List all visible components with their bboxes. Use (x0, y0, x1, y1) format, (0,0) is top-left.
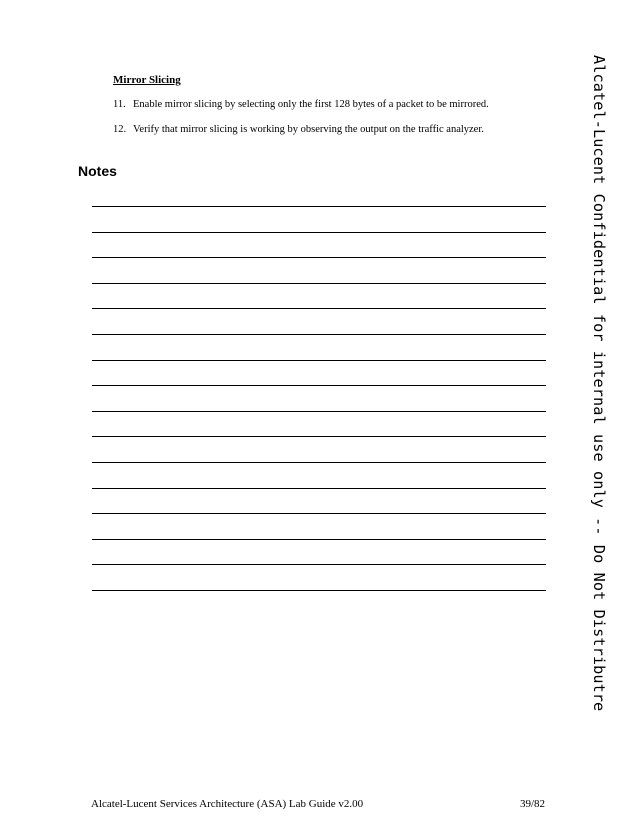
note-line (92, 411, 546, 412)
step-text: Enable mirror slicing by selecting only the first 128 bytes of a packet to be mirrored. (133, 99, 489, 110)
notes-lines (92, 206, 546, 616)
footer-title: Alcatel-Lucent Services Architecture (ASA) Lab Guide v2.00 (91, 798, 364, 810)
note-line (92, 308, 546, 309)
note-line (92, 232, 546, 233)
note-line (92, 257, 546, 258)
note-line (92, 488, 546, 489)
note-line (92, 436, 546, 437)
step-text: Verify that mirror slicing is working by observing the output on the traffic analyzer. (133, 124, 484, 135)
note-line (92, 283, 546, 284)
confidential-watermark: Alcatel-Lucent Confidential for internal use only -- Do Not Distributre (590, 55, 608, 712)
note-line (92, 206, 546, 207)
note-line (92, 564, 546, 565)
step-11 (113, 99, 489, 110)
note-line (92, 590, 546, 591)
step-number: 11. (113, 99, 126, 110)
footer-page-number: 39/82 (520, 798, 546, 810)
note-line (92, 360, 546, 361)
note-line (92, 462, 546, 463)
note-line (92, 539, 546, 540)
note-line (92, 513, 546, 514)
note-line (92, 385, 546, 386)
notes-heading: Notes (78, 163, 117, 179)
step-12 (113, 124, 484, 135)
step-number: 12. (113, 124, 127, 135)
section-heading: Mirror Slicing (113, 74, 181, 86)
note-line (92, 334, 546, 335)
